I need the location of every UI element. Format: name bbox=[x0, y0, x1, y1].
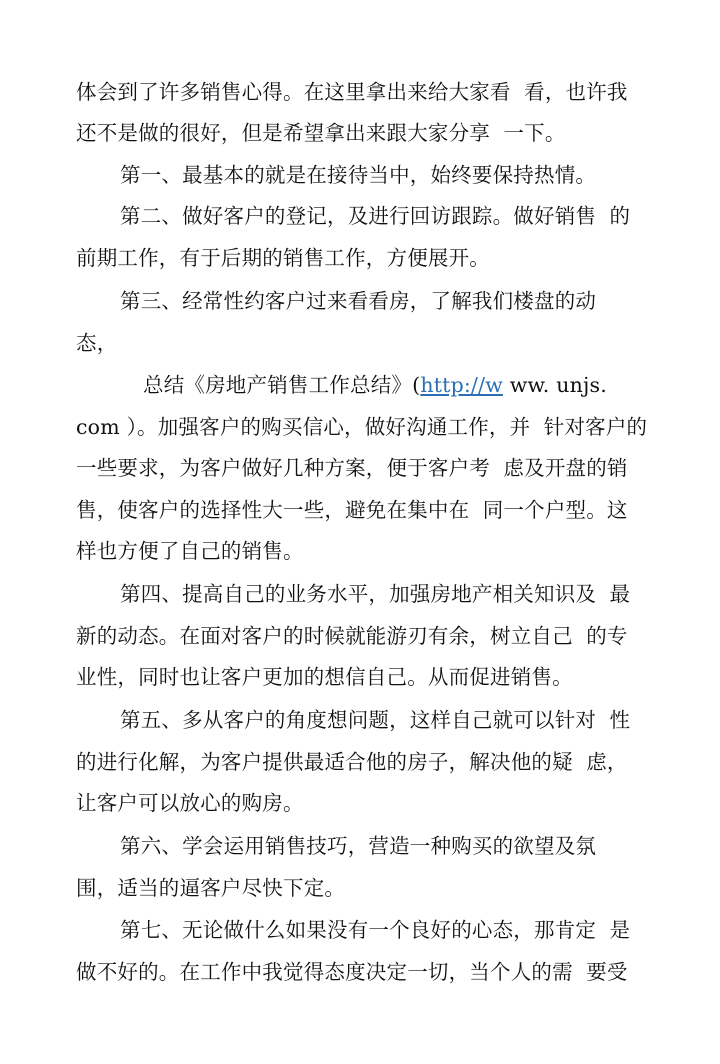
summary-line bbox=[143, 369, 607, 401]
paragraph-4-line: 第四、提高自己的业务水平，加强房地产相关知识及 最 bbox=[120, 582, 631, 606]
text-line: 让客户可以放心的购房。 bbox=[76, 791, 304, 815]
paragraph-5-line: 第五、多从客户的角度想问题，这样自己就可以针对 性 bbox=[120, 708, 631, 732]
summary-suffix: ww. unjs. bbox=[502, 373, 607, 397]
text-line: 体会到了许多销售心得。在这里拿出来给大家看 看，也许我 bbox=[76, 80, 628, 104]
text-line: 售，使客户的选择性大一些，避免在集中在 同一个户型。这 bbox=[76, 498, 628, 522]
paragraph-2-line: 第二、做好客户的登记，及进行回访跟踪。做好销售 的 bbox=[120, 204, 631, 228]
paragraph-7-line: 第七、无论做什么如果没有一个良好的心态，那肯定 是 bbox=[120, 918, 631, 942]
paragraph-1-line: 第一、最基本的就是在接待当中，始终要保持热情。 bbox=[120, 163, 597, 187]
text-line: 还不是做的很好，但是希望拿出来跟大家分享 一下。 bbox=[76, 121, 566, 145]
summary-prefix: 总结《房地产销售工作总结》( bbox=[143, 373, 421, 397]
text-line: 前期工作，有于后期的销售工作，方便展开。 bbox=[76, 246, 490, 270]
text-line: 做不好的。在工作中我觉得态度决定一切，当个人的需 要受 bbox=[76, 960, 628, 984]
text-line: com ）。加强客户的购买信心，做好沟通工作，并 针对客户的 bbox=[76, 415, 648, 439]
text-line: 业性，同时也让客户更加的想信自己。从而促进销售。 bbox=[76, 665, 573, 689]
text-line: 样也方便了自己的销售。 bbox=[76, 539, 304, 563]
text-line: 围，适当的逼客户尽快下定。 bbox=[76, 876, 346, 900]
text-line: 态， bbox=[76, 331, 118, 355]
paragraph-6-line: 第六、学会运用销售技巧，营造一种购买的欲望及氛 bbox=[120, 834, 597, 858]
text-line: 一些要求，为客户做好几种方案，便于客户考 虑及开盘的销 bbox=[76, 456, 628, 480]
text-line: 的进行化解，为客户提供最适合他的房子，解决他的疑 虑， bbox=[76, 750, 628, 774]
text-line: 新的动态。在面对客户的时候就能游刃有余，树立自己 的专 bbox=[76, 624, 628, 648]
summary-link[interactable]: http://w bbox=[420, 373, 503, 397]
paragraph-3-line: 第三、经常性约客户过来看看房，了解我们楼盘的动 bbox=[120, 289, 597, 313]
